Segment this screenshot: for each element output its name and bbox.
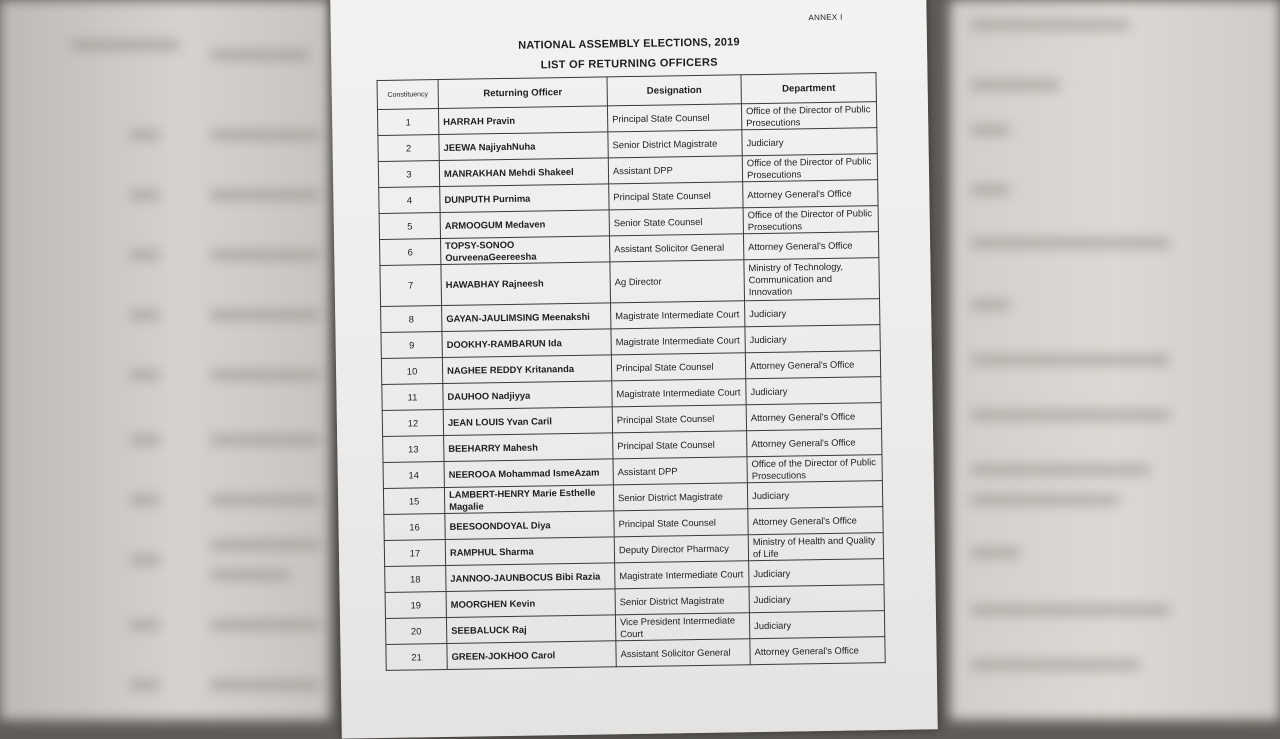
officer-designation: Principal State Counsel bbox=[607, 104, 741, 132]
officer-department: Attorney General's Office bbox=[748, 507, 883, 535]
officer-name: NEEROOA Mohammad IsmeAzam bbox=[444, 459, 613, 488]
constituency-number: 7 bbox=[380, 265, 442, 307]
blurred-line bbox=[210, 495, 320, 505]
blurred-line bbox=[970, 238, 1170, 248]
officer-designation: Ag Director bbox=[610, 260, 745, 303]
officer-department: Attorney General's Office bbox=[750, 637, 885, 665]
constituency-number: 21 bbox=[386, 643, 447, 670]
blurred-line bbox=[130, 680, 160, 690]
officer-department: Attorney General's Office bbox=[746, 403, 881, 431]
blurred-line bbox=[130, 555, 160, 565]
document-page bbox=[330, 0, 938, 739]
officer-designation: Senior District Magistrate bbox=[613, 483, 747, 511]
constituency-number: 5 bbox=[379, 213, 440, 240]
blurred-line bbox=[210, 190, 320, 200]
constituency-number: 4 bbox=[379, 187, 440, 214]
officer-department: Judiciary bbox=[745, 325, 880, 353]
blurred-line bbox=[210, 310, 320, 320]
officer-department: Judiciary bbox=[749, 559, 884, 587]
annex-label: ANNEX I bbox=[808, 12, 843, 23]
officer-name: JANNOO-JAUNBOCUS Bibi Razia bbox=[446, 563, 615, 592]
blurred-line bbox=[210, 370, 320, 380]
officer-designation: Magistrate Intermediate Court bbox=[611, 301, 745, 329]
constituency-number: 14 bbox=[383, 461, 444, 488]
officer-designation: Senior State Counsel bbox=[609, 208, 743, 236]
header-returning-officer: Returning Officer bbox=[438, 77, 607, 109]
officer-designation: Vice President Intermediate Court bbox=[615, 613, 749, 641]
blurred-line bbox=[210, 435, 320, 445]
officer-designation: Magistrate Intermediate Court bbox=[612, 379, 746, 407]
officer-name: HAWABHAY Rajneesh bbox=[441, 262, 611, 306]
blurred-line bbox=[970, 605, 1170, 615]
returning-officers-table bbox=[377, 72, 886, 671]
blurred-line bbox=[970, 410, 1170, 420]
officer-department: Judiciary bbox=[742, 128, 877, 156]
officer-designation: Assistant Solicitor General bbox=[616, 639, 750, 667]
officer-department: Attorney General's Office bbox=[743, 232, 878, 260]
blurred-line bbox=[970, 355, 1170, 365]
officer-name: MOORGHEN Kevin bbox=[446, 589, 615, 618]
constituency-number: 13 bbox=[383, 435, 444, 462]
constituency-number: 8 bbox=[381, 306, 442, 333]
constituency-number: 17 bbox=[384, 539, 445, 566]
blurred-line bbox=[970, 300, 1010, 310]
officer-designation: Senior District Magistrate bbox=[615, 587, 749, 615]
blurred-line bbox=[970, 185, 1010, 195]
officer-name: HARRAH Pravin bbox=[438, 106, 607, 135]
officer-designation: Assistant Solicitor General bbox=[609, 234, 743, 262]
header-constituency: Constituency bbox=[377, 80, 438, 110]
officer-department: Judiciary bbox=[749, 611, 884, 639]
officer-department: Attorney General's Office bbox=[745, 351, 880, 379]
officer-designation: Principal State Counsel bbox=[614, 509, 748, 537]
constituency-number: 12 bbox=[382, 410, 443, 437]
constituency-number: 9 bbox=[381, 332, 442, 359]
officer-name: MANRAKHAN Mehdi Shakeel bbox=[439, 158, 608, 187]
officer-designation: Principal State Counsel bbox=[609, 182, 743, 210]
officer-name: BEESOONDOYAL Diya bbox=[445, 511, 614, 540]
blurred-line bbox=[970, 465, 1150, 475]
officer-name: DUNPUTH Purnima bbox=[440, 184, 609, 213]
officer-department: Judiciary bbox=[749, 585, 884, 613]
blurred-line bbox=[130, 435, 160, 445]
officer-name: LAMBERT-HENRY Marie Esthelle Magalie bbox=[444, 485, 613, 514]
blurred-line bbox=[130, 250, 160, 260]
officer-department: Attorney General's Office bbox=[743, 180, 878, 208]
officer-department: Judiciary bbox=[745, 299, 880, 327]
officer-department: Judiciary bbox=[746, 377, 881, 405]
constituency-number: 3 bbox=[378, 161, 439, 188]
officer-department: Judiciary bbox=[747, 481, 882, 509]
blurred-line bbox=[130, 310, 160, 320]
officer-designation: Magistrate Intermediate Court bbox=[615, 561, 749, 589]
officer-designation: Senior District Magistrate bbox=[608, 130, 742, 158]
blurred-background-left bbox=[0, 0, 330, 720]
officer-designation: Assistant DPP bbox=[613, 457, 747, 485]
constituency-number: 1 bbox=[377, 109, 438, 136]
officer-name: TOPSY-SONOO OurveenaGeereesha bbox=[441, 236, 610, 265]
officer-name: DAUHOO Nadjiyya bbox=[443, 381, 612, 410]
constituency-number: 6 bbox=[380, 239, 441, 266]
officer-designation: Assistant DPP bbox=[608, 156, 742, 184]
blurred-line bbox=[210, 50, 310, 60]
header-designation: Designation bbox=[607, 75, 741, 106]
blurred-line bbox=[210, 620, 320, 630]
constituency-number: 19 bbox=[385, 591, 446, 618]
constituency-number: 16 bbox=[384, 513, 445, 540]
officer-name: JEAN LOUIS Yvan Caril bbox=[443, 407, 612, 436]
officer-department: Office of the Director of Public Prosecutions bbox=[747, 455, 882, 483]
officer-department: Ministry of Technology, Communication and Innovation bbox=[744, 258, 880, 301]
officer-name: GAYAN-JAULIMSING Meenakshi bbox=[442, 303, 611, 332]
officer-name: RAMPHUL Sharma bbox=[445, 537, 614, 566]
officer-designation: Principal State Counsel bbox=[613, 431, 747, 459]
officer-department: Ministry of Health and Quality of Life bbox=[748, 533, 883, 561]
officer-department: Attorney General's Office bbox=[747, 429, 882, 457]
constituency-number: 20 bbox=[385, 617, 446, 644]
blurred-line bbox=[130, 495, 160, 505]
officer-department: Office of the Director of Public Prosecutions bbox=[742, 154, 877, 182]
blurred-line bbox=[970, 20, 1130, 30]
constituency-number: 15 bbox=[383, 487, 444, 514]
blurred-line bbox=[970, 495, 1120, 505]
blurred-line bbox=[210, 680, 320, 690]
blurred-line bbox=[130, 190, 160, 200]
document-subtitle: LIST OF RETURNING OFFICERS bbox=[540, 56, 718, 72]
officer-name: NAGHEE REDDY Kritananda bbox=[442, 355, 611, 384]
header-department: Department bbox=[741, 73, 876, 104]
blurred-line bbox=[970, 660, 1140, 670]
officer-name: DOOKHY-RAMBARUN Ida bbox=[442, 329, 611, 358]
blurred-line bbox=[130, 130, 160, 140]
officer-department: Office of the Director of Public Prosecutions bbox=[741, 102, 876, 130]
blurred-line bbox=[210, 540, 320, 550]
officer-name: JEEWA NajiyahNuha bbox=[439, 132, 608, 161]
document-title: NATIONAL ASSEMBLY ELECTIONS, 2019 bbox=[518, 36, 740, 52]
officer-designation: Magistrate Intermediate Court bbox=[611, 327, 745, 355]
officer-department: Office of the Director of Public Prosecutions bbox=[743, 206, 878, 234]
officer-name: ARMOOGUM Medaven bbox=[440, 210, 609, 239]
blurred-line bbox=[210, 130, 320, 140]
officer-designation: Principal State Counsel bbox=[611, 353, 745, 381]
officer-name: GREEN-JOKHOO Carol bbox=[447, 641, 616, 670]
blurred-line bbox=[970, 125, 1010, 135]
blurred-background-right bbox=[950, 0, 1280, 720]
officer-name: BEEHARRY Mahesh bbox=[444, 433, 613, 462]
blurred-line bbox=[130, 620, 160, 630]
blurred-line bbox=[970, 80, 1060, 90]
officer-name: SEEBALUCK Raj bbox=[446, 615, 615, 644]
constituency-number: 11 bbox=[382, 384, 443, 411]
blurred-line bbox=[210, 250, 320, 260]
blurred-line bbox=[70, 40, 180, 50]
officer-designation: Deputy Director Pharmacy bbox=[614, 535, 748, 563]
officer-designation: Principal State Counsel bbox=[612, 405, 746, 433]
blurred-line bbox=[970, 548, 1020, 558]
blurred-line bbox=[210, 570, 290, 580]
constituency-number: 10 bbox=[381, 358, 442, 385]
constituency-number: 2 bbox=[378, 135, 439, 162]
blurred-line bbox=[130, 370, 160, 380]
constituency-number: 18 bbox=[385, 565, 446, 592]
